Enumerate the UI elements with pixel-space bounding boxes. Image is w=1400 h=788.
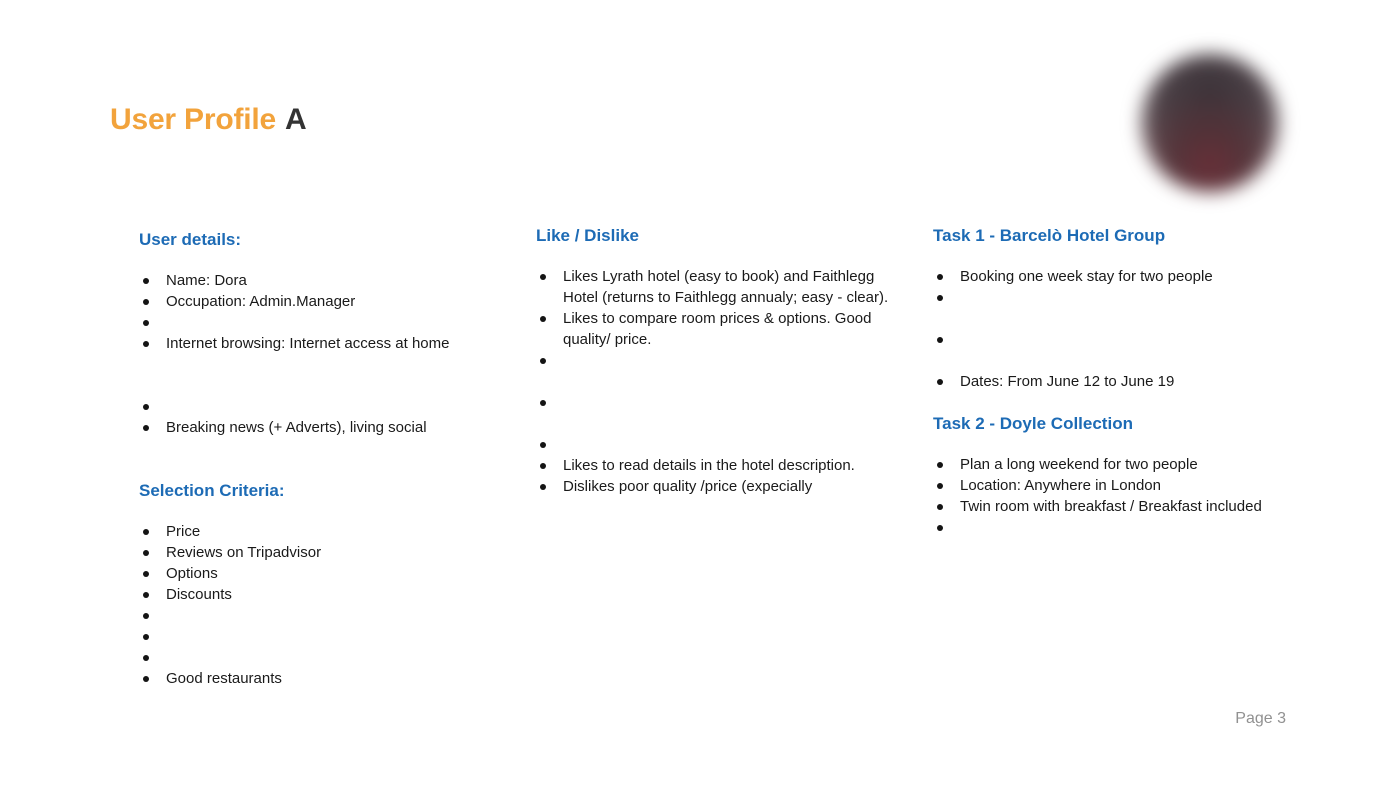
bullet-text: Reviews on Tripadvisor — [166, 544, 322, 561]
bullet-dot-icon — [143, 425, 149, 431]
column-like-dislike — [536, 224, 890, 497]
bullet-dot-icon — [143, 320, 149, 326]
bullet-dot-icon — [143, 676, 149, 682]
bullet-dot-icon — [143, 404, 149, 410]
bullet-text: Likes to read details in the hotel description. — [563, 457, 855, 474]
bullet-dot-icon — [937, 504, 943, 510]
bullet-dot-icon — [540, 442, 546, 448]
bullet-text: Dates: From June 12 to June 19 — [960, 373, 1175, 390]
bullet-dot-icon — [540, 400, 546, 406]
section-heading: Task 1 - Barcelò Hotel Group — [933, 226, 1166, 245]
bullet-text: Discounts — [166, 586, 232, 603]
bullet-dot-icon — [143, 592, 149, 598]
bullet-list — [139, 270, 521, 438]
bullet-item — [139, 291, 521, 312]
bullet-dot-icon — [540, 463, 546, 469]
bullet-dot-icon — [937, 462, 943, 468]
bullet-text: Twin room with breakfast / Breakfast included — [960, 498, 1262, 515]
bullet-dot-icon — [540, 484, 546, 490]
bullet-dot-icon — [143, 299, 149, 305]
bullet-dot-icon — [143, 634, 149, 640]
bullet-list — [933, 454, 1295, 538]
bullet-dot-icon — [540, 358, 546, 364]
bullet-item — [139, 605, 521, 626]
bullet-item — [933, 329, 1295, 350]
bullet-item — [139, 417, 521, 438]
profile-photo-avatar — [1141, 54, 1279, 192]
bullet-text: Plan a long weekend for two people — [960, 456, 1198, 473]
bullet-item — [139, 668, 521, 689]
column-user-info — [139, 228, 521, 689]
bullet-text: Occupation: Admin.Manager — [166, 293, 356, 310]
bullet-item — [536, 308, 890, 350]
bullet-dot-icon — [540, 316, 546, 322]
bullet-text: Breaking news (+ Adverts), living social — [166, 419, 427, 436]
bullet-dot-icon — [143, 341, 149, 347]
bullet-item — [139, 270, 521, 291]
section-tasks-1 — [933, 412, 1295, 538]
bullet-dot-icon — [937, 483, 943, 489]
bullet-item — [139, 626, 521, 647]
bullet-list — [933, 266, 1295, 392]
bullet-item — [536, 476, 890, 497]
section-user-info-1 — [139, 479, 521, 689]
bullet-text: Likes to compare room prices & options. Good quality/ price. — [563, 310, 872, 348]
bullet-item — [536, 392, 890, 413]
page-title-suffix: A — [285, 103, 307, 136]
bullet-list — [139, 521, 521, 689]
bullet-dot-icon — [937, 274, 943, 280]
bullet-list — [536, 266, 890, 497]
page-title-main: User Profile — [110, 103, 276, 136]
bullet-item — [139, 563, 521, 584]
bullet-dot-icon — [143, 571, 149, 577]
bullet-dot-icon — [937, 295, 943, 301]
bullet-dot-icon — [143, 655, 149, 661]
bullet-dot-icon — [143, 550, 149, 556]
page-title — [110, 103, 306, 137]
bullet-text: Booking one week stay for two people — [960, 268, 1213, 285]
bullet-text: Options — [166, 565, 218, 582]
section-heading: Selection Criteria: — [139, 481, 285, 500]
bullet-item — [933, 496, 1295, 517]
bullet-text: Likes Lyrath hotel (easy to book) and Faithlegg Hotel (returns to Faithlegg annualy; easy - clear). — [563, 268, 889, 306]
bullet-item — [139, 396, 521, 417]
bullet-item — [139, 542, 521, 563]
bullet-item — [933, 454, 1295, 475]
bullet-item — [933, 475, 1295, 496]
bullet-item — [536, 266, 890, 308]
section-like-dislike-0 — [536, 224, 890, 497]
bullet-item — [139, 647, 521, 668]
bullet-text: Price — [166, 523, 201, 540]
bullet-item — [139, 584, 521, 605]
column-tasks — [933, 224, 1295, 538]
page-number: Page 3 — [1235, 710, 1286, 727]
bullet-text: Name: Dora — [166, 272, 247, 289]
bullet-text: Location: Anywhere in London — [960, 477, 1161, 494]
bullet-text: Dislikes poor quality /price (expecially — [563, 478, 813, 495]
bullet-item — [536, 350, 890, 371]
bullet-dot-icon — [937, 337, 943, 343]
bullet-dot-icon — [937, 525, 943, 531]
bullet-text: Internet browsing: Internet access at home — [166, 335, 450, 352]
bullet-item — [536, 455, 890, 476]
bullet-item — [933, 371, 1295, 392]
bullet-item — [933, 266, 1295, 287]
bullet-dot-icon — [143, 529, 149, 535]
bullet-item — [933, 287, 1295, 308]
bullet-item — [139, 521, 521, 542]
bullet-item — [139, 312, 521, 333]
bullet-dot-icon — [937, 379, 943, 385]
section-user-info-0 — [139, 228, 521, 438]
bullet-item — [139, 333, 521, 354]
bullet-dot-icon — [540, 274, 546, 280]
section-heading: User details: — [139, 230, 242, 249]
bullet-dot-icon — [143, 278, 149, 284]
section-heading: Task 2 - Doyle Collection — [933, 414, 1133, 433]
bullet-dot-icon — [143, 613, 149, 619]
section-heading: Like / Dislike — [536, 226, 639, 245]
bullet-text: Good restaurants — [166, 670, 282, 687]
bullet-item — [933, 517, 1295, 538]
bullet-item — [536, 434, 890, 455]
section-tasks-0 — [933, 224, 1295, 392]
